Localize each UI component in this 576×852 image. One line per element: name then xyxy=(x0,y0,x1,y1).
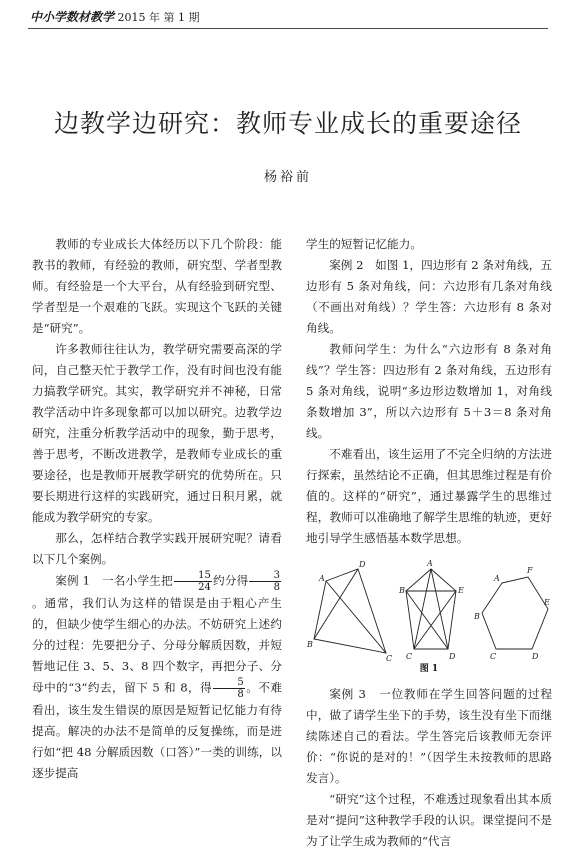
case-1-text: 。不难看出，该生发生错误的原因是短暂记忆能力有待提高。解决的办法不是简单的反复操练，而是进行如“把 48 分解质因数（口答）”一类的训练，以逐步提高 xyxy=(32,680,282,780)
case-1-text: 案例 1 一名小学生把 xyxy=(55,573,173,588)
paragraph: 那么，怎样结合教学实践开展研究呢？请看以下几个案例。 xyxy=(32,531,282,566)
denominator: 8 xyxy=(273,582,280,593)
vertex-label: B xyxy=(474,612,480,621)
vertex-label: C xyxy=(490,652,497,661)
article-title: 边教学边研究：教师专业成长的重要途径 xyxy=(53,109,522,138)
right-column xyxy=(306,234,552,852)
paragraph: 教师问学生：为什么“六边形有 8 条对角线”？学生答：四边形有 2 条对角线，五边形有 5 条对角线，说明“多边形边数增加 1，对角线条数增加 3”，所以六边形有 5＋3＝8 条对角线。 xyxy=(306,342,552,440)
vertex-label: A xyxy=(427,559,433,568)
pentagon xyxy=(406,569,456,649)
journal-name: 中小学数材教学 xyxy=(30,10,115,24)
fraction-3-8 xyxy=(249,570,281,593)
pentagon-diagonals xyxy=(406,569,456,649)
figure-caption: 图 1 xyxy=(419,664,439,674)
paragraph: 许多教师往往认为，教学研究需要高深的学问，自己整天忙于教学工作，没有时间也没有能力搞教学研究。其实，教学研究并不神秘，日常教学活动中许多现象都可以加以研究。边教学边研究，注重分析教学活动中的现象，勤于思考，善于思考，不断改进教学，是教师专业成长的重要途径，也是教师开展教学研究的优势所在。只要长期进行这样的实践研究，通过日积月累，就能成为教学研究的专家。 xyxy=(32,342,282,524)
denominator: 8 xyxy=(237,689,244,700)
hexagon-outline xyxy=(482,577,548,649)
pentagon-outline xyxy=(406,569,456,649)
vertex-label: B xyxy=(307,640,313,649)
paragraph: 教师的专业成长大体经历以下几个阶段：能教书的教师，有经验的教师，研究型、学者型教师。有经验是一个大平台，从有经验到研究型、学者型是一个艰难的飞跃。实现这个飞跃的关键是“研究”。 xyxy=(32,237,282,335)
issue-number: 2015 年 第 1 期 xyxy=(117,11,200,24)
paragraph: 学生的短暂记忆能力。 xyxy=(306,237,422,251)
vertex-label: E xyxy=(544,598,550,607)
case-1-text: 。通常，我们认为这样的错误是由于粗心产生的，但缺少使学生细心的办法。不妨研究上述约分的过程：先要把分子、分母分解质因数，并短暂地记住 3、5、3、8 四个数字，再把分子、分母中的“3”约去，留下 5 和 8，得 xyxy=(32,596,282,695)
vertex-label: A xyxy=(319,574,325,583)
paragraph: 不难看出，该生运用了不完全归纳的方法进行探索，虽然结论不正确，但其思维过程是有价值的。这样的“研究”，通过暴露学生的思维过程，教师可以准确地了解学生思维的轨迹，更好地引导学生感悟基本数学思想。 xyxy=(306,447,552,545)
case-1-text: 约分得 xyxy=(212,573,249,588)
polygon-diagram xyxy=(306,553,552,661)
quadrilateral xyxy=(314,569,386,653)
numerator: 5 xyxy=(213,677,245,689)
figure-1 xyxy=(306,553,552,661)
article-author: 杨裕前 xyxy=(263,170,312,185)
vertex-label: E xyxy=(458,586,464,595)
fraction-5-8 xyxy=(213,677,245,700)
case-3-paragraph: 案例 3 一位教师在学生回答问题的过程中，做了请学生坐下的手势，该生没有坐下而继续陈述自己的看法。学生答完后该教师无奈评价：“你说的是对的！”（因学生未按教师的思路发言）。 xyxy=(306,687,552,785)
numerator: 15 xyxy=(174,570,212,582)
vertex-label: D xyxy=(359,560,366,569)
fraction-15-24 xyxy=(174,570,212,593)
vertex-label: A xyxy=(494,574,500,583)
header-rule xyxy=(28,28,548,29)
running-header xyxy=(30,8,200,25)
vertex-label: B xyxy=(399,586,405,595)
left-column xyxy=(32,234,282,784)
case-1-paragraph xyxy=(32,570,282,784)
paragraph: “研究”这个过程，不难透过现象看出其本质是对“提问”这种教学手段的认识。课堂提问不是为了让学生成为教师的“代言 xyxy=(306,792,552,848)
hexagon xyxy=(482,577,548,649)
vertex-label: D xyxy=(449,652,456,661)
vertex-label: F xyxy=(527,566,533,575)
vertex-label: C xyxy=(406,652,413,661)
case-2-paragraph: 案例 2 如图 1，四边形有 2 条对角线，五边形有 5 条对角线，问：六边形有几条对角线（不画出对角线）？学生答：六边形有 8 条对角线。 xyxy=(306,258,552,335)
numerator: 3 xyxy=(249,570,281,582)
denominator: 24 xyxy=(198,582,211,593)
vertex-label: C xyxy=(386,654,393,661)
quadrilateral-diagonal xyxy=(326,581,386,653)
vertex-label: D xyxy=(532,652,539,661)
